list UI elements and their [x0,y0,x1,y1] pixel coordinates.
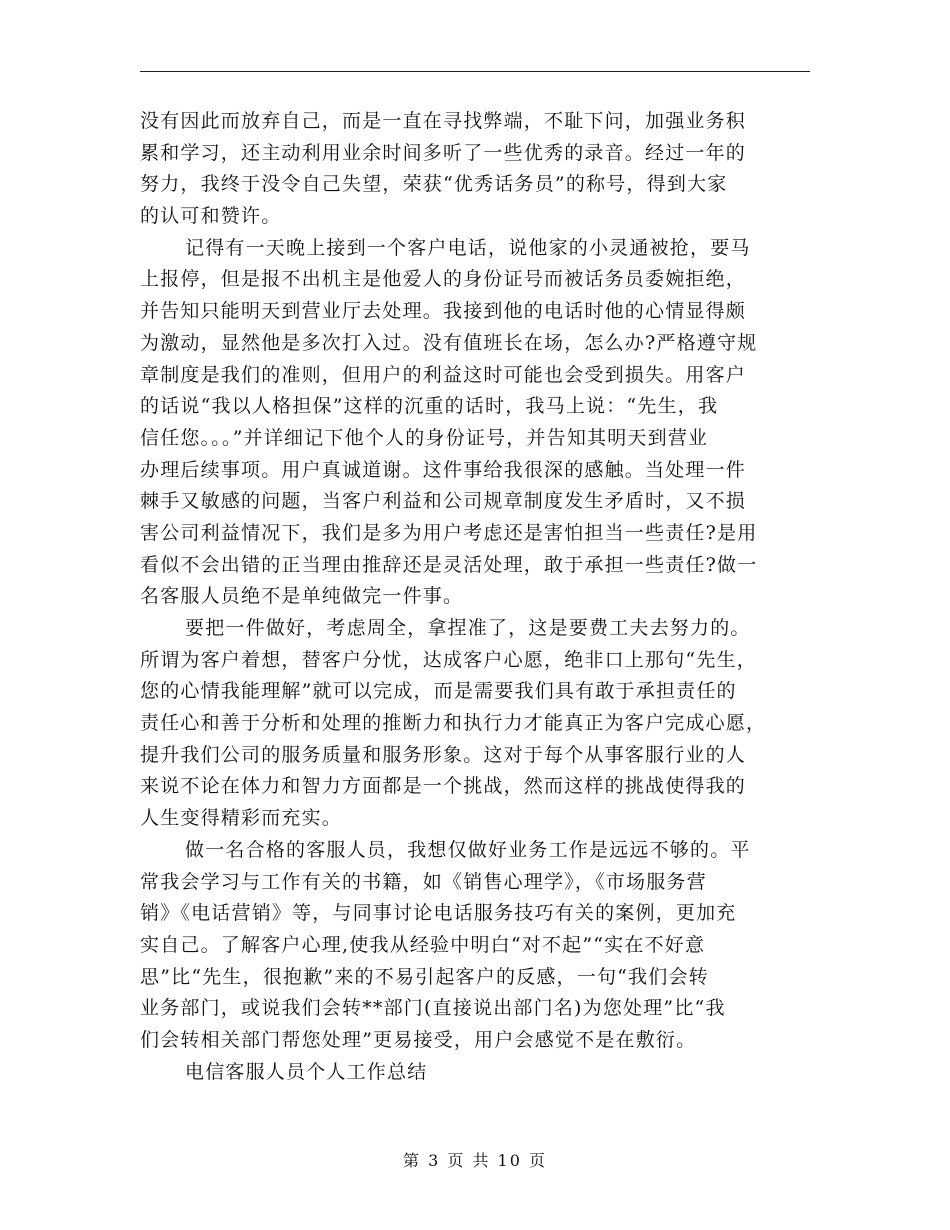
text-line: 做一名合格的客服人员，我想仅做好业务工作是远远不够的。平 [185,838,751,861]
text-line: 要把一件做好，考虑周全，拿捏准了，这是要费工夫去努力的。 [185,617,751,639]
text-line: 的话说“我以人格担保”这样的沉重的话时，我马上说：“先生，我 [140,395,719,418]
text-line: 棘手又敏感的问题，当客户利益和公司规章制度发生矛盾时，又不损 [140,490,747,513]
text-line: 没有因此而放弃自己，而是一直在寻找弊端，不耻下问，加强业务积 [140,110,747,132]
text-line: 您的心情我能理解”就可以完成，而是需要我们具有敢于承担责任的 [140,680,737,703]
text-line: 办理后续事项。用户真诚道谢。这件事给我很深的感触。当处理一件 [140,458,747,481]
text-line: 记得有一天晚上接到一个客户电话，说他家的小灵通被抢，要马 [185,236,751,259]
text-line: 信任您。。。”并详细记下他个人的身份证号，并告知其明天到营业 [140,426,709,449]
text-line: 章制度是我们的准则，但用户的利益这时可能也会受到损失。用客户 [140,363,747,386]
text-line: 人生变得精彩而充实。 [140,807,343,830]
text-line: 提升我们公司的服务质量和服务形象。这对于每个从事客服行业的人 [140,743,747,766]
body-text [140,106,810,1088]
text-line: 所谓为客户着想，替客户分忧，达成客户心愿，绝非口上那句“先生， [140,648,757,671]
text-line: 责任心和善于分析和处理的推断力和执行力才能真正为客户完成心愿， [140,712,767,735]
text-line: 销》《电话营销》等，与同事讨论电话服务技巧有关的案例，更加充 [140,902,737,925]
header-rule [140,71,810,72]
text-line: 看似不会出错的正当理由推辞还是灵活处理，敢于承担一些责任?做一 [140,553,758,576]
text-line: 业务部门，或说我们会转**部门(直接说出部门名)为您处理”比“我 [140,997,726,1020]
text-line: 名客服人员绝不是单纯做完一件事。 [140,585,464,608]
text-line: 们会转相关部门帮您处理”更易接受，用户会感觉不是在敷衍。 [140,1028,697,1051]
text-line: 电信客服人员个人工作总结 [185,1060,428,1083]
text-line: 实自己。了解客户心理,使我从经验中明白“对不起”“实在不好意 [140,933,706,956]
text-line: 害公司利益情况下，我们是多为用户考虑还是害怕担当一些责任?是用 [140,521,758,544]
text-line: 思”比“先生，很抱歉”来的不易引起客户的反感，一句“我们会转 [140,965,709,988]
text-line: 累和学习，还主动利用业余时间多听了一些优秀的录音。经过一年的 [140,141,747,164]
text-line: 并告知只能明天到营业厅去处理。我接到他的电话时他的心情显得颇 [140,300,747,323]
text-line: 常我会学习与工作有关的书籍，如《销售心理学》，《市场服务营 [140,870,707,893]
text-line: 上报停，但是报不出机主是他爱人的身份证号而被话务员委婉拒绝， [140,268,747,291]
text-line: 为激动，显然他是多次打入过。没有值班长在场，怎么办?严格遵守规 [140,331,758,354]
page-footer: 第 3 页 共 10 页 [403,1151,547,1170]
text-line: 来说不论在体力和智力方面都是一个挑战，然而这样的挑战使得我的 [140,775,747,798]
text-line: 的认可和赞许。 [140,205,282,228]
text-line: 努力，我终于没令自己失望，荣获“优秀话务员”的称号，得到大家 [140,173,728,196]
